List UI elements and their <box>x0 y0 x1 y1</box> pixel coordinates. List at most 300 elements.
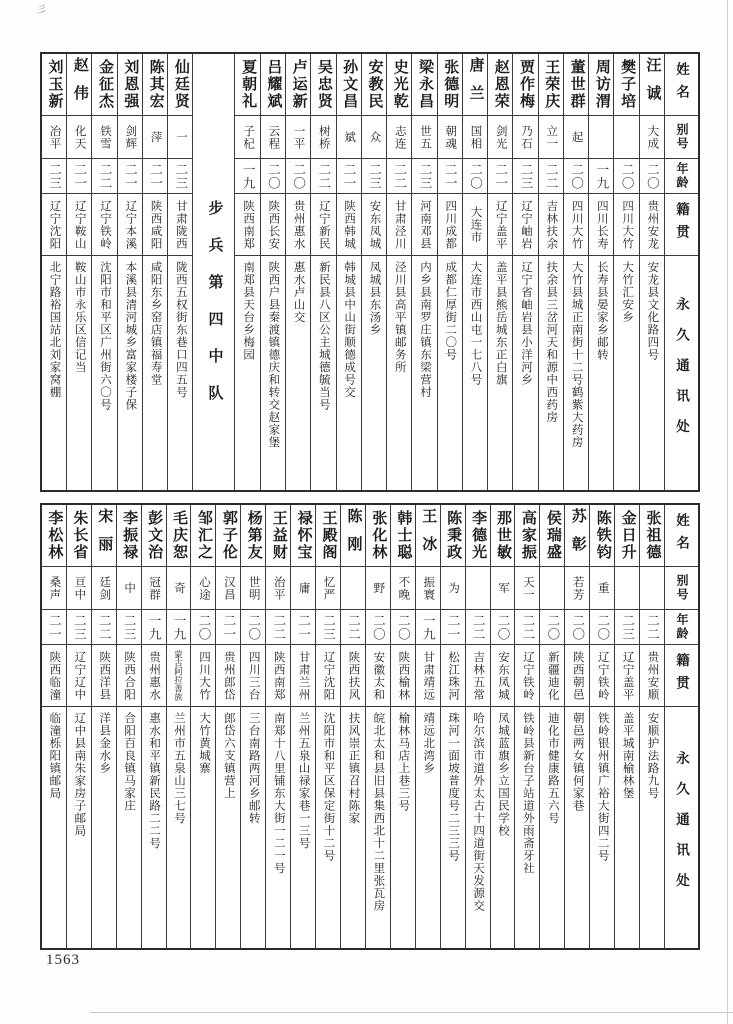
name-cell: 孙文昌 <box>337 54 361 116</box>
address-cell: 珠河一面坡普度号二三三号 <box>447 712 460 862</box>
address-cell: 郎岱六支镇营上 <box>222 712 235 800</box>
address-cell: 陇西五权街东巷口四五号 <box>174 261 187 399</box>
alias-cell: 剑光 <box>488 116 512 159</box>
address-cell: 兰州市五泉山三七号 <box>173 712 186 825</box>
alias-cell: 忆严 <box>316 567 340 610</box>
address-cell: 洋县金水乡 <box>98 712 111 775</box>
page-number: 1563 <box>46 952 80 968</box>
alias-cell: 朝魂 <box>438 116 462 159</box>
name-cell: 张德明 <box>438 54 462 116</box>
name-cell: 陈铁钧 <box>590 505 614 567</box>
address-cell: 靖远北湾乡 <box>422 712 435 775</box>
address-cell: 凤城蓝旗乡立国民学校 <box>497 712 509 837</box>
native-place-cell: 陕西韩城 <box>337 194 361 256</box>
name-cell: 陈秉政 <box>441 505 465 567</box>
address-cell: 大竹县城正南街十二号鹤紫大药房 <box>570 261 583 449</box>
address-cell: 长寿县晏家乡邮转 <box>595 261 608 361</box>
entry-column <box>240 505 265 948</box>
entry-column <box>588 54 613 490</box>
header-name: 姓名 <box>665 505 698 567</box>
header-native-place: 籍贯 <box>665 194 698 256</box>
address-cell: 合阳百良镇马家庄 <box>123 712 136 812</box>
name-cell: 刘玉新 <box>42 54 66 116</box>
entry-column <box>564 505 589 948</box>
native-place-cell: 辽宁铁岭 <box>515 645 539 707</box>
age-cell: 二〇 <box>261 159 285 194</box>
name-cell: 赵伟 <box>67 54 91 116</box>
entry-column <box>336 54 361 490</box>
age-cell: 二〇 <box>463 159 487 194</box>
entry-column <box>613 54 638 490</box>
header-column <box>664 505 698 948</box>
address-cell: 泾川县高平镇邮务所 <box>393 261 406 374</box>
age-cell: 二二 <box>387 159 411 194</box>
name-cell: 周访渭 <box>589 54 613 116</box>
age-cell: 二〇 <box>614 159 638 194</box>
name-cell: 杨第友 <box>241 505 265 567</box>
native-place-cell: 辽宁沈阳 <box>316 645 340 707</box>
native-place-cell: 安东凤城 <box>491 645 515 707</box>
native-place-cell: 四川大竹 <box>564 194 588 256</box>
name-cell: 刘恩强 <box>118 54 142 116</box>
roster-table-bottom <box>40 503 700 950</box>
age-cell: 二三 <box>513 159 537 194</box>
name-cell: 陈其宏 <box>143 54 167 116</box>
native-place-cell: 吉林扶余 <box>539 194 563 256</box>
address-cell: 扶风崇正镇召村陈家 <box>347 712 360 825</box>
address-cell: 惠水和平镇新民路二二号 <box>148 712 161 850</box>
alias-cell: 世五 <box>412 116 436 159</box>
address-cell: 大竹汇安乡 <box>621 261 634 324</box>
alias-cell: 中 <box>117 567 141 610</box>
entry-column <box>415 505 440 948</box>
entry-column <box>42 54 66 490</box>
age-cell: 二〇 <box>366 610 390 645</box>
entry-column <box>166 505 191 948</box>
entry-column <box>512 54 537 490</box>
header-column <box>664 54 698 490</box>
name-cell: 苏彰 <box>565 505 589 567</box>
alias-cell <box>466 567 490 610</box>
native-place-cell: 陕西南郑 <box>266 645 290 707</box>
native-place-cell: 吉林五常 <box>466 645 490 707</box>
entry-column <box>538 54 563 490</box>
name-cell: 卢运新 <box>286 54 310 116</box>
alias-cell: 野 <box>366 567 390 610</box>
alias-cell: 起 <box>564 116 588 159</box>
name-cell: 王荣庆 <box>539 54 563 116</box>
address-cell: 朝邑两女镇何家巷 <box>571 712 584 812</box>
name-cell: 吕耀斌 <box>261 54 285 116</box>
entry-column <box>91 505 116 948</box>
alias-cell: 不晚 <box>391 567 415 610</box>
address-cell: 兰州五泉山禄家巷一三号 <box>297 712 310 850</box>
entry-column <box>117 54 142 490</box>
scan-edge-right <box>727 0 728 1024</box>
name-cell: 郭子伦 <box>216 505 240 567</box>
alias-cell: 云程 <box>261 116 285 159</box>
address-cell: 内乡县南罗庄镇东梁营村 <box>418 261 431 399</box>
address-cell: 北宁路裕国站北刘家窝棚 <box>48 261 61 399</box>
header-age: 年龄 <box>665 159 698 194</box>
entry-column <box>190 505 215 948</box>
entry-column <box>365 505 390 948</box>
alias-cell: 树桥 <box>311 116 335 159</box>
alias-cell: 斌 <box>337 116 361 159</box>
alias-cell: 奇 <box>167 567 191 610</box>
entry-column <box>639 505 664 948</box>
name-cell: 唐兰 <box>463 54 487 116</box>
alias-cell: 立一 <box>539 116 563 159</box>
address-cell: 安龙县文化路四号 <box>646 261 659 361</box>
age-cell: 二三 <box>117 610 141 645</box>
age-cell: 二二 <box>311 159 335 194</box>
native-place-cell: 四川三台 <box>241 645 265 707</box>
header-alias: 别号 <box>665 116 698 159</box>
address-cell: 本溪县清河城乡富家楼子保 <box>124 261 137 411</box>
address-cell: 盖平城南榆林堡 <box>621 712 634 800</box>
native-place-cell: 辽宁鞍山 <box>67 194 91 256</box>
name-cell: 宋丽 <box>92 505 116 567</box>
native-place-cell: 四川长寿 <box>589 194 613 256</box>
entry-column <box>340 505 365 948</box>
name-cell: 赵恩荣 <box>488 54 512 116</box>
name-cell: 张祖德 <box>640 505 664 567</box>
native-place-cell: 蒙古阿拉善族 <box>167 645 191 707</box>
address-cell: 南郑十八里铺东大街一二一号 <box>272 712 285 875</box>
entry-column <box>260 54 285 490</box>
alias-cell: 一 <box>168 116 192 159</box>
address-cell: 皖北太和县旧县集西北十二里张瓦房 <box>372 712 385 912</box>
alias-cell: 剑辉 <box>118 116 142 159</box>
entry-column <box>265 505 290 948</box>
name-cell: 夏朝礼 <box>235 54 259 116</box>
address-cell: 辽中县南朱家房子邮局 <box>73 712 86 837</box>
entry-column <box>440 505 465 948</box>
age-cell: 二〇 <box>391 610 415 645</box>
age-cell: 二二 <box>515 610 539 645</box>
name-cell: 王殿阁 <box>316 505 340 567</box>
address-cell: 哈尔滨市道外太古十四道街天发源交 <box>472 712 485 912</box>
name-cell: 李德光 <box>466 505 490 567</box>
native-place-cell: 辽宁盖平 <box>488 194 512 256</box>
address-cell: 陕西户县秦渡镇德庆和转交赵家堡 <box>267 261 280 449</box>
entry-column <box>462 54 487 490</box>
alias-cell: 桑声 <box>42 567 66 610</box>
native-place-cell: 贵州郎岱 <box>216 645 240 707</box>
name-cell: 仙廷贤 <box>168 54 192 116</box>
squad-column <box>192 54 234 490</box>
age-cell: 二一 <box>291 610 315 645</box>
native-place-cell: 辽宁本溪 <box>118 194 142 256</box>
age-cell: 二一 <box>488 159 512 194</box>
age-cell: 二〇 <box>590 610 614 645</box>
roster-table-top <box>40 52 700 492</box>
squad-label: 步兵第四中队 <box>206 200 223 422</box>
native-place-cell: 辽宁沈阳 <box>42 194 66 256</box>
alias-cell: 子杞 <box>235 116 259 159</box>
entry-column <box>310 54 335 490</box>
native-place-cell: 新疆迪化 <box>540 645 564 707</box>
native-place-cell: 甘肃陇西 <box>168 194 192 256</box>
alias-cell: 天一 <box>515 567 539 610</box>
entry-column <box>42 505 66 948</box>
age-cell: 二二 <box>266 610 290 645</box>
native-place-cell: 河南邓县 <box>412 194 436 256</box>
name-cell: 樊子培 <box>614 54 638 116</box>
native-place-cell: 陕西朝邑 <box>565 645 589 707</box>
age-cell: 二一 <box>67 159 91 194</box>
alias-cell: 志连 <box>387 116 411 159</box>
alias-cell: 国相 <box>463 116 487 159</box>
name-cell: 董世群 <box>564 54 588 116</box>
age-cell: 二三 <box>168 159 192 194</box>
entry-column <box>539 505 564 948</box>
address-cell: 沈阳市和平区广州街六〇号 <box>99 261 112 411</box>
entry-column <box>614 505 639 948</box>
header-address: 永久通讯处 <box>674 751 689 904</box>
native-place-cell: 四川成都 <box>438 194 462 256</box>
address-cell: 沈阳市和平区保定街十二号 <box>322 712 335 862</box>
age-cell: 二一 <box>143 159 167 194</box>
entry-column <box>167 54 192 490</box>
name-cell: 陈刚 <box>341 505 365 567</box>
native-place-cell: 贵州惠水 <box>142 645 166 707</box>
name-cell: 李松林 <box>42 505 66 567</box>
alias-cell: 为 <box>441 567 465 610</box>
name-cell: 安教民 <box>362 54 386 116</box>
alias-cell: 庸 <box>291 567 315 610</box>
native-place-cell: 陕西洋县 <box>92 645 116 707</box>
header-age: 年龄 <box>665 610 698 645</box>
native-place-cell: 辽宁铁岭 <box>92 194 116 256</box>
native-place-cell: 辽宁盖平 <box>615 645 639 707</box>
age-cell: 二〇 <box>640 159 664 194</box>
native-place-cell: 陕西临潼 <box>42 645 66 707</box>
name-cell: 禄怀宝 <box>291 505 315 567</box>
age-cell: 二三 <box>42 159 66 194</box>
address-cell: 铁岭银州镇广裕大街四二号 <box>596 712 609 862</box>
native-place-cell: 四川大竹 <box>191 645 215 707</box>
age-cell: 二一 <box>216 610 240 645</box>
age-cell: 二三 <box>412 159 436 194</box>
header-name: 姓名 <box>665 54 698 116</box>
alias-cell: 汉昌 <box>216 567 240 610</box>
alias-cell <box>615 567 639 610</box>
entry-column <box>465 505 490 948</box>
entry-column <box>215 505 240 948</box>
address-cell: 榆林马店上巷三号 <box>397 712 410 812</box>
age-cell: 二〇 <box>286 159 310 194</box>
native-place-cell: 甘肃泾川 <box>387 194 411 256</box>
name-cell: 金日升 <box>615 505 639 567</box>
native-place-cell: 辽宁新民 <box>311 194 335 256</box>
address-cell: 南郑县天台乡梅园 <box>242 261 255 361</box>
alias-cell <box>614 116 638 159</box>
entry-column <box>411 54 436 490</box>
entry-column <box>437 54 462 490</box>
address-cell: 韩城县中山街顺德成号交 <box>343 261 356 399</box>
age-cell: 二一 <box>118 159 142 194</box>
native-place-cell: 安东凤城 <box>362 194 386 256</box>
alias-cell: 萍 <box>143 116 167 159</box>
native-place-cell: 甘肃兰州 <box>291 645 315 707</box>
native-place-cell: 松江珠河 <box>441 645 465 707</box>
age-cell: 一九 <box>416 610 440 645</box>
native-place-cell: 安徽太和 <box>366 645 390 707</box>
entry-column <box>66 505 91 948</box>
entry-column <box>361 54 386 490</box>
age-cell: 二〇 <box>491 610 515 645</box>
name-cell: 彭文治 <box>142 505 166 567</box>
age-cell: 二一 <box>438 159 462 194</box>
address-cell: 安顺护法路九号 <box>646 712 659 800</box>
age-cell: 二二 <box>539 159 563 194</box>
alias-cell: 世明 <box>241 567 265 610</box>
name-cell: 高家振 <box>515 505 539 567</box>
entry-column <box>116 505 141 948</box>
alias-cell: 化天 <box>67 116 91 159</box>
age-cell: 二二 <box>640 610 664 645</box>
alias-cell: 乃石 <box>513 116 537 159</box>
native-place-cell: 辽宁辽中 <box>67 645 91 707</box>
name-cell: 金征杰 <box>92 54 116 116</box>
name-cell: 汪诚 <box>640 54 664 116</box>
alias-cell: 铁雪 <box>92 116 116 159</box>
age-cell: 二三 <box>316 610 340 645</box>
entry-column <box>386 54 411 490</box>
age-cell: 二二 <box>92 610 116 645</box>
address-cell: 盖平县熊岳城东正白旗 <box>494 261 507 386</box>
entry-column <box>142 54 167 490</box>
entry-column <box>563 54 588 490</box>
entry-column <box>66 54 91 490</box>
name-cell: 王益财 <box>266 505 290 567</box>
entry-column <box>639 54 664 490</box>
alias-cell <box>640 567 664 610</box>
address-cell: 成都仁厚街二〇号 <box>444 261 457 361</box>
entry-column <box>390 505 415 948</box>
age-cell: 二二 <box>341 610 365 645</box>
name-cell: 张化林 <box>366 505 390 567</box>
address-cell: 三台南路两河乡邮转 <box>247 712 260 825</box>
name-cell: 梁永昌 <box>412 54 436 116</box>
age-cell: 二二 <box>92 159 116 194</box>
name-cell: 朱长省 <box>67 505 91 567</box>
entry-column <box>487 54 512 490</box>
age-cell: 二〇 <box>564 159 588 194</box>
alias-cell: 众 <box>362 116 386 159</box>
native-place-cell: 陕西长安 <box>261 194 285 256</box>
native-place-cell: 辽宁铁岭 <box>590 645 614 707</box>
name-cell: 毛庆恕 <box>167 505 191 567</box>
age-cell: 二三 <box>362 159 386 194</box>
alias-cell: 若芳 <box>565 567 589 610</box>
age-cell: 二〇 <box>191 610 215 645</box>
native-place-cell: 辽宁岫岩 <box>513 194 537 256</box>
alias-cell: 大成 <box>640 116 664 159</box>
age-cell: 二〇 <box>565 610 589 645</box>
native-place-cell: 贵州安龙 <box>640 194 664 256</box>
name-cell: 王冰 <box>416 505 440 567</box>
native-place-cell: 陕西扶风 <box>341 645 365 707</box>
entry-column <box>290 505 315 948</box>
address-cell: 新民县八区公主城德毓当号 <box>317 261 330 411</box>
alias-cell <box>540 567 564 610</box>
address-cell: 扶余县三岔河天和源中西药房 <box>545 261 558 424</box>
name-cell: 侯瑞盛 <box>540 505 564 567</box>
scan-edge-bottom <box>90 1012 733 1013</box>
age-cell: 二一 <box>337 159 361 194</box>
pen-mark: 彡 <box>34 2 48 17</box>
native-place-cell: 陕西合阳 <box>117 645 141 707</box>
native-place-cell: 陕西咸阳 <box>143 194 167 256</box>
alias-cell: 廷剑 <box>92 567 116 610</box>
alias-cell: 振寰 <box>416 567 440 610</box>
age-cell: 一九 <box>167 610 191 645</box>
native-place-cell: 陕西南郑 <box>235 194 259 256</box>
address-cell: 凤城县东汤乡 <box>368 261 381 336</box>
address-cell: 惠水卢山交 <box>292 261 305 324</box>
alias-cell: 军 <box>491 567 515 610</box>
alias-cell: 一平 <box>286 116 310 159</box>
header-native-place: 籍贯 <box>665 645 698 707</box>
entry-column <box>490 505 515 948</box>
age-cell: 二三 <box>67 610 91 645</box>
alias-cell: 亘中 <box>67 567 91 610</box>
native-place-cell: 贵州惠水 <box>286 194 310 256</box>
entry-column <box>234 54 259 490</box>
age-cell: 二三 <box>615 610 639 645</box>
name-cell: 那世敏 <box>491 505 515 567</box>
address-cell: 大连市西山屯一七八号 <box>469 261 482 386</box>
name-cell: 韩士聪 <box>391 505 415 567</box>
native-place-cell: 陕西榆林 <box>391 645 415 707</box>
age-cell: 一九 <box>142 610 166 645</box>
entry-column <box>285 54 310 490</box>
alias-cell: 治平 <box>266 567 290 610</box>
alias-cell: 冶平 <box>42 116 66 159</box>
name-cell: 史光乾 <box>387 54 411 116</box>
age-cell: 一九 <box>235 159 259 194</box>
native-place-cell: 四川大竹 <box>614 194 638 256</box>
name-cell: 李振禄 <box>117 505 141 567</box>
entry-column <box>589 505 614 948</box>
entry-column <box>91 54 116 490</box>
age-cell: 二二 <box>466 610 490 645</box>
address-cell: 大竹黄城寨 <box>197 712 210 775</box>
address-cell: 鞍山市永乐区信记当 <box>73 261 86 374</box>
age-cell: 二一 <box>441 610 465 645</box>
alias-cell <box>589 116 613 159</box>
alias-cell <box>341 567 365 610</box>
age-cell: 二〇 <box>241 610 265 645</box>
entry-column <box>514 505 539 948</box>
name-cell: 邹汇之 <box>191 505 215 567</box>
alias-cell: 冠群 <box>142 567 166 610</box>
entry-column <box>141 505 166 948</box>
address-cell: 辽宁省岫岩县小洋河乡 <box>520 261 533 386</box>
age-cell: 二〇 <box>540 610 564 645</box>
native-place-cell: 大连市 <box>463 194 487 256</box>
name-cell: 贾作梅 <box>513 54 537 116</box>
address-cell: 迪化市健康路五六号 <box>546 712 559 825</box>
header-alias: 别号 <box>665 567 698 610</box>
header-address: 永久通讯处 <box>674 296 689 450</box>
native-place-cell: 甘肃靖远 <box>416 645 440 707</box>
address-cell: 临潼栎阳镇邮局 <box>48 712 61 800</box>
age-cell: 一九 <box>589 159 613 194</box>
